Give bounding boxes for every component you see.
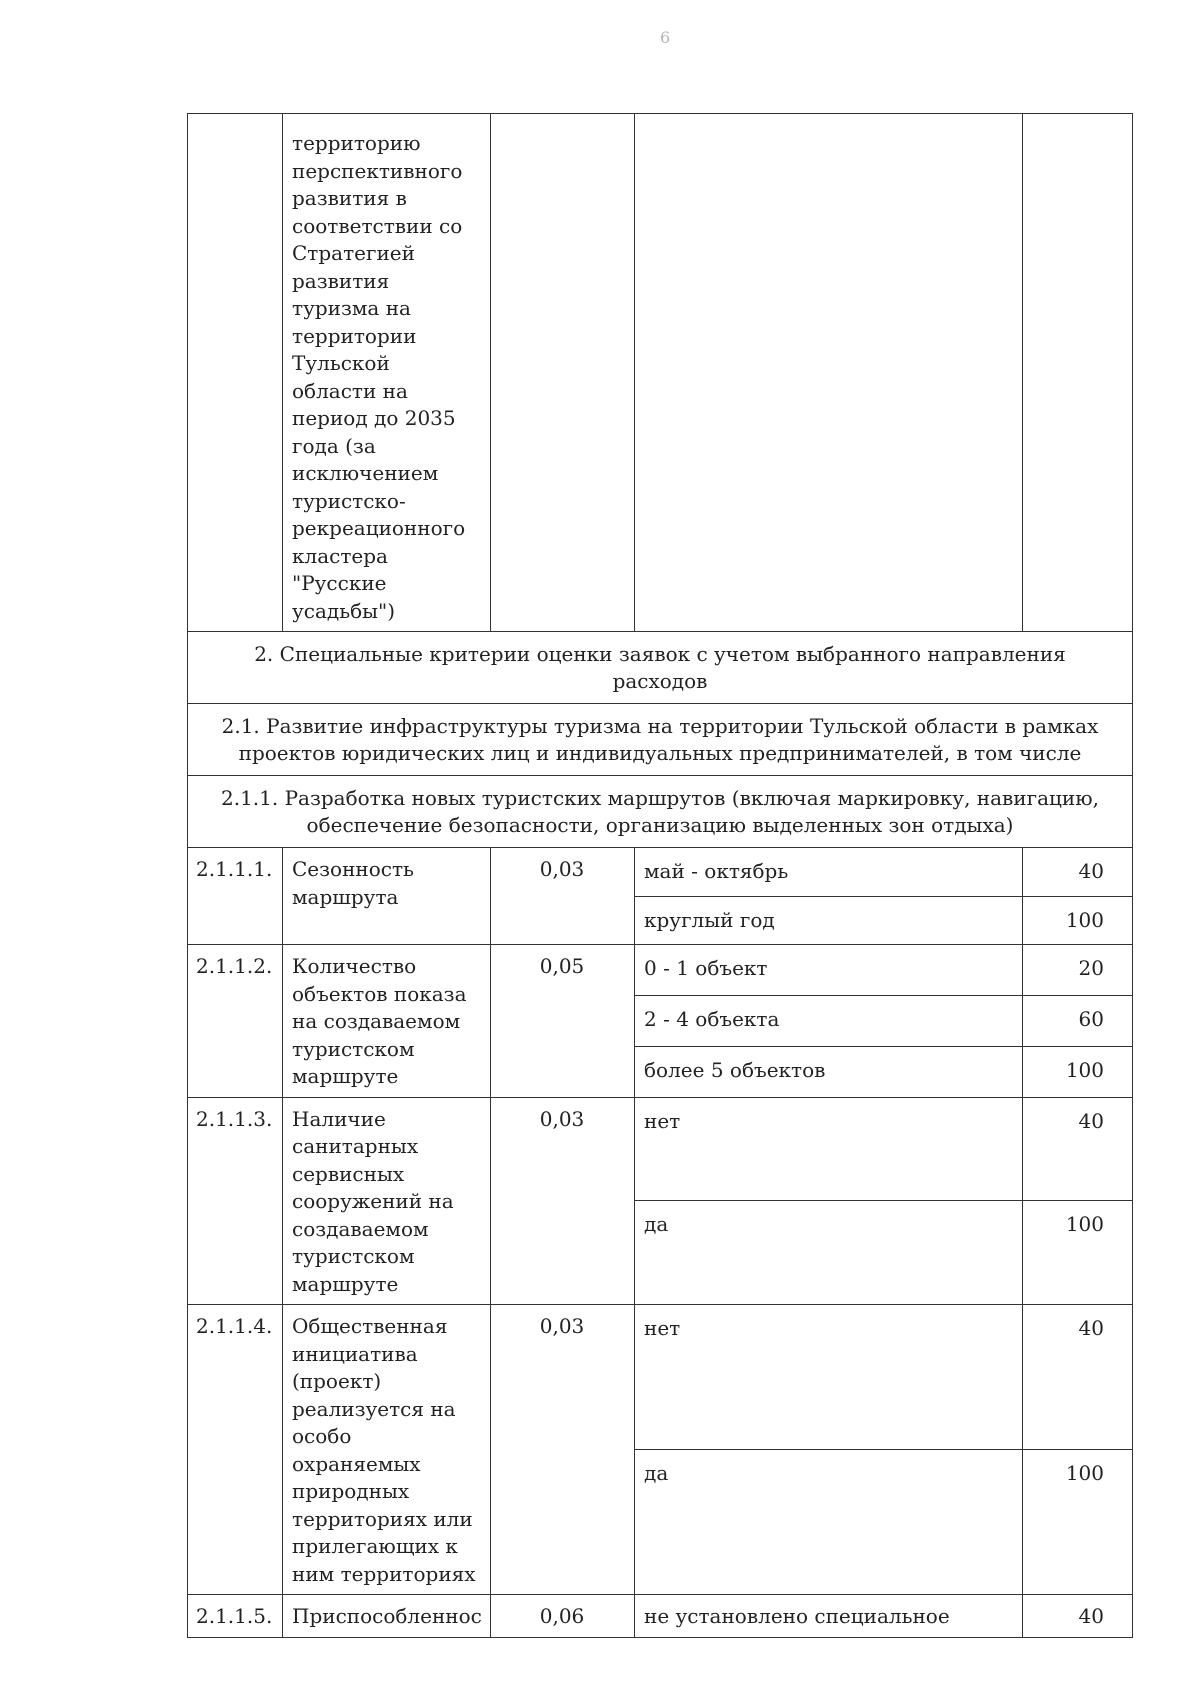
criterion-name: Количество объектов показа на создаваемом туристском маршруте bbox=[283, 945, 491, 1098]
criterion-weight: 0,03 bbox=[491, 1097, 635, 1305]
table-row bbox=[188, 945, 1133, 996]
score-cell-empty bbox=[1023, 114, 1133, 632]
criterion-weight: 0,03 bbox=[491, 1305, 635, 1595]
section-heading-2-1-1: 2.1.1. Разработка новых туристских маршрутов (включая маркировку, навигацию, обеспечение безопасности, организацию выделенных зон отдыха) bbox=[188, 776, 1133, 848]
option-label: не установлено специальное bbox=[635, 1595, 1023, 1638]
option-label: да bbox=[635, 1450, 1023, 1595]
weight-cell-empty bbox=[491, 114, 635, 632]
criterion-weight: 0,05 bbox=[491, 945, 635, 1098]
table-row bbox=[188, 848, 1133, 897]
option-score: 100 bbox=[1023, 1046, 1133, 1097]
section-heading-2: 2. Специальные критерии оценки заявок с учетом выбранного направления расходов bbox=[188, 632, 1133, 704]
criterion-number: 2.1.1.2. bbox=[188, 945, 283, 1098]
criterion-number: 2.1.1.1. bbox=[188, 848, 283, 945]
option-label: да bbox=[635, 1201, 1023, 1305]
criterion-name: Сезонность маршрута bbox=[283, 848, 491, 945]
criterion-name: Приспособленнос bbox=[283, 1595, 491, 1638]
criterion-weight: 0,06 bbox=[491, 1595, 635, 1638]
table-row bbox=[188, 1097, 1133, 1201]
page-number: 6 bbox=[660, 28, 671, 47]
criterion-number: 2.1.1.3. bbox=[188, 1097, 283, 1305]
criterion-cell: территорию перспективного развития в соответствии со Стратегией развития туризма на территории Тульской области на период до 2035 года (за исключением туристско-рекреационного кластера "Русские усадьбы") bbox=[283, 114, 491, 632]
option-score: 40 bbox=[1023, 848, 1133, 897]
option-label: нет bbox=[635, 1305, 1023, 1450]
option-score: 100 bbox=[1023, 1450, 1133, 1595]
option-score: 40 bbox=[1023, 1595, 1133, 1638]
section-row bbox=[188, 632, 1133, 704]
section-row bbox=[188, 704, 1133, 776]
table-row bbox=[188, 1305, 1133, 1450]
criterion-name: Общественная инициатива (проект) реализуется на особо охраняемых природных территориях или прилегающих к ним территориях bbox=[283, 1305, 491, 1595]
criterion-number: 2.1.1.5. bbox=[188, 1595, 283, 1638]
option-score: 40 bbox=[1023, 1097, 1133, 1201]
num-cell-empty bbox=[188, 114, 283, 632]
option-label: более 5 объектов bbox=[635, 1046, 1023, 1097]
option-score: 60 bbox=[1023, 995, 1133, 1046]
continuation-row bbox=[188, 114, 1133, 632]
option-label: 2 - 4 объекта bbox=[635, 995, 1023, 1046]
option-score: 40 bbox=[1023, 1305, 1133, 1450]
criterion-number: 2.1.1.4. bbox=[188, 1305, 283, 1595]
table-row bbox=[188, 1595, 1133, 1638]
option-label: 0 - 1 объект bbox=[635, 945, 1023, 996]
option-label: нет bbox=[635, 1097, 1023, 1201]
option-score: 100 bbox=[1023, 896, 1133, 945]
criterion-name: Наличие санитарных сервисных сооружений на создаваемом туристском маршруте bbox=[283, 1097, 491, 1305]
section-row bbox=[188, 776, 1133, 848]
option-label: май - октябрь bbox=[635, 848, 1023, 897]
option-label: круглый год bbox=[635, 896, 1023, 945]
criterion-weight: 0,03 bbox=[491, 848, 635, 945]
section-heading-2-1: 2.1. Развитие инфраструктуры туризма на территории Тульской области в рамках проектов юридических лиц и индивидуальных предпринимателей, в том числе bbox=[188, 704, 1133, 776]
criteria-table bbox=[187, 113, 1133, 1638]
option-cell-empty bbox=[635, 114, 1023, 632]
option-score: 100 bbox=[1023, 1201, 1133, 1305]
option-score: 20 bbox=[1023, 945, 1133, 996]
